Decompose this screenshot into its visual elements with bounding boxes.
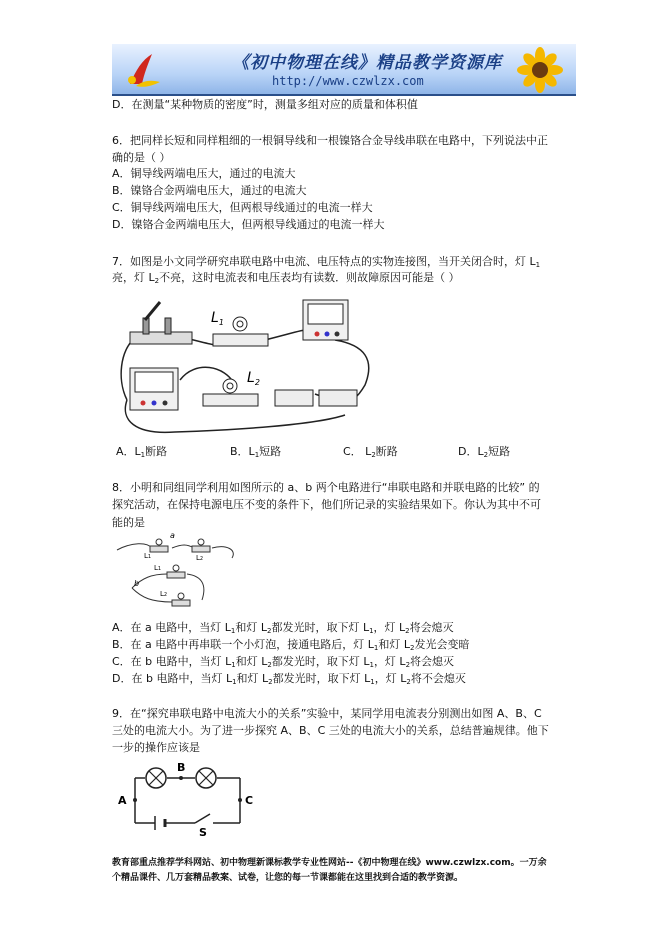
q5-option-d: D．在测量“某种物质的密度”时，测量多组对应的质量和体积值 xyxy=(112,98,418,111)
svg-text:L2: L2 xyxy=(160,590,168,598)
q7-option-c: C． $L_2$断路 xyxy=(343,445,398,459)
label-a: A xyxy=(118,794,127,807)
svg-text:L2: L2 xyxy=(196,554,204,562)
q8-stem-line-2: 探究活动，在保持电源电压不变的条件下，他们所记录的实验结果如下。你认为其中不可 xyxy=(112,498,541,511)
q6-option-b: B．镍铬合金两端电压大，通过的电流大 xyxy=(112,184,307,197)
label-s: S xyxy=(199,826,207,838)
svg-text:L1: L1 xyxy=(144,552,152,560)
voltmeter-icon xyxy=(130,368,178,410)
q7-option-b: B．$L_1$短路 xyxy=(230,445,282,459)
switch-icon xyxy=(130,302,192,344)
fig-label-l2: $L_2$ xyxy=(247,370,260,387)
battery-symbol-icon xyxy=(155,816,165,830)
q8-stem-line-1: 8．小明和同组同学利用如图所示的 a、b 两个电路进行“串联电路和并联电路的比较” 的 xyxy=(112,481,540,494)
sunflower-icon xyxy=(510,46,570,94)
q8-option-a: A．在 a 电路中，当灯 $L_1$和灯 $L_2$都发光时，取下灯 $L_1$，灯 $L_2$将会熄灭 xyxy=(112,621,454,635)
label-b: B xyxy=(177,761,186,774)
fig-label-l1: $L_1$ xyxy=(211,310,224,327)
svg-text:a: a xyxy=(170,531,175,540)
q8-option-c: C．在 b 电路中，当灯 $L_1$和灯 $L_2$都发光时，取下灯 $L_1$，灯 $L_2$将会熄灭 xyxy=(112,655,455,669)
q8-circuit-figure xyxy=(112,530,242,610)
q8-option-b: B．在 a 电路中再串联一个小灯泡，接通电路后，灯 $L_1$和灯 $L_2$发光会变暗 xyxy=(112,638,470,652)
q9-stem-line-2: 三处的电流大小。为了进一步探究 A、B、C 三处的电流大小的关系，总结普遍规律。他下 xyxy=(112,724,549,737)
site-banner xyxy=(112,44,576,96)
banner-title: 《初中物理在线》精品教学资源库 xyxy=(232,53,502,73)
battery-icon xyxy=(275,390,357,406)
q9-circuit-figure xyxy=(115,758,260,838)
q8-stem-line-3: 能的是 xyxy=(112,516,145,529)
svg-text:b: b xyxy=(134,579,140,588)
q9-stem-line-3: 一步的操作应该是 xyxy=(112,741,200,754)
q7-option-a: A．$L_1$断路 xyxy=(116,445,168,459)
q7-option-d: D．$L_2$短路 xyxy=(458,445,511,459)
q6-option-a: A．铜导线两端电压大，通过的电流大 xyxy=(112,167,296,180)
q6-option-d: D．镍铬合金两端电压大，但两根导线通过的电流一样大 xyxy=(112,218,385,231)
q8-option-d: D．在 b 电路中，当灯 $L_1$和灯 $L_2$都发光时，取下灯 $L_1$，灯 $L_2$将不会熄灭 xyxy=(112,672,466,686)
q6-stem-line-2: 确的是（ ） xyxy=(112,151,171,164)
footer-line-1: 教育部重点推荐学科网站、初中物理新课标教学专业性网站--《初中物理在线》www.czwlzx.com。一万余 xyxy=(112,858,547,868)
q6-stem-line-1: 6．把同样长短和同样粗细的一根铜导线和一根镍铬合金导线串联在电路中，下列说法中正 xyxy=(112,134,548,147)
q7-stem-line-1: 7．如图是小文同学研究串联电路中电流、电压特点的实物连接图，当开关闭合时，灯 $L_1$ xyxy=(112,255,541,269)
page-footer xyxy=(112,856,582,886)
ammeter-icon xyxy=(303,300,348,340)
site-logo-icon xyxy=(122,50,162,90)
q6-option-c: C．铜导线两端电压大，但两根导线通过的电流一样大 xyxy=(112,201,373,214)
q9-stem-line-1: 9．在“探究串联电路中电流大小的关系”实验中，某同学用电流表分别测出如图 A、B、C xyxy=(112,707,542,720)
svg-text:L1: L1 xyxy=(154,564,162,572)
q7-circuit-figure xyxy=(115,290,380,440)
label-c: C xyxy=(245,794,254,807)
footer-line-2: 个精品课件、几万套精品教案、试卷，让您的每一节课都能在这里找到合适的教学资源。 xyxy=(112,873,464,883)
banner-url: http://www.czwlzx.com xyxy=(272,74,424,88)
q7-stem-line-2: 亮，灯 $L_2$不亮，这时电流表和电压表均有读数．则故障原因可能是（ ） xyxy=(112,271,460,285)
